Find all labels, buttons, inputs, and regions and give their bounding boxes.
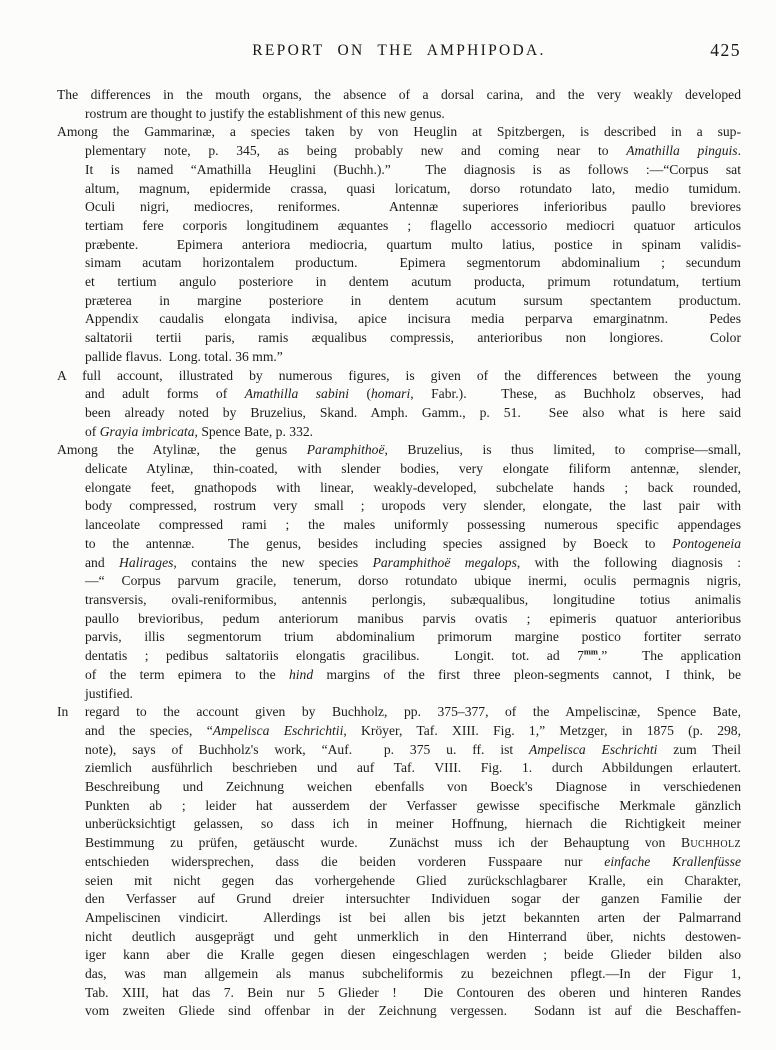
text-line: of Grayia imbricata, Spence Bate, p. 332.	[85, 423, 314, 439]
text-line: paullo brevioribus, pedum anteriorum manibus parvis ovatis ; epimeris quatuor anterioribus	[85, 610, 741, 626]
text-line: lanceolate compressed rami ; the males uniformly possessing numerous specific appendages	[85, 517, 741, 533]
page-number: 425	[710, 40, 741, 60]
text-line: tertiam fere corporis longitudinem æquantes ; flagello accessorio mediocri quatuor articulos	[85, 217, 741, 233]
text-line: nicht deutlich ausgeprägt und geht unmerklich in den Hinterrand über, nichts destowen-	[85, 928, 741, 944]
text-line: The differences in the mouth organs, the absence of a dorsal carina, and the very weakly developed	[57, 87, 741, 102]
text-line: plementary note, p. 345, as being probably new and coming near to Amathilla pinguis.	[85, 143, 741, 159]
paragraph	[57, 86, 741, 123]
text-line: Appendix caudalis elongata indivisa, apice incisura media perparva emarginatnm. Pedes	[85, 311, 741, 327]
text-line: It is named “Amathilla Heuglini (Buchh.).” The diagnosis is as follows :—“Corpus sat	[85, 161, 741, 177]
text-line: den Verfasser auf Grund dreier intersuchter Individuen sogar der ganzen Familie der	[85, 891, 741, 907]
text-line: Oculi nigri, mediocres, reniformes. Antennæ superiores inferioribus paullo breviores	[85, 199, 741, 215]
text-line: et tertium angulo posteriore in dentem acutum producta, primum rotundatum, tertium	[85, 274, 741, 290]
text-line: Bestimmung zu prüfen, getäuscht wurde. Zunächst muss ich der Behauptung von Buchholz	[85, 835, 741, 851]
text-line: dentatis ; pedibus saltatoriis elongatis gracilibus. Longit. tot. ad $7^{mm}$.” The application	[85, 646, 741, 664]
text-line: vom zweiten Gliede sind offenbar in der Zeichnung vergessen. Sodann ist auf die Beschaffen-	[85, 1003, 741, 1019]
text-line: body compressed, rostrum very small ; uropods very slender, elongate, the last pair with	[85, 498, 741, 514]
page-header	[57, 42, 741, 64]
text-line: and adult forms of Amathilla sabini (homari, Fabr.). These, as Buchholz observes, had	[85, 386, 741, 402]
paragraph	[57, 123, 741, 366]
text-line: and the species, “Ampelisca Eschrichtii, Kröyer, Taf. XIII. Fig. 1,” Metzger, in 1875 (p. 298,	[85, 722, 741, 738]
text-line: præbente. Epimera anteriora mediocria, quartum multo latius, postice in spinam validis-	[85, 236, 741, 252]
paragraph	[57, 367, 741, 442]
text-line: ziemlich ausführlich beschrieben und auf Taf. VIII. Fig. 1. durch Abbildungen erlautert.	[85, 760, 741, 776]
text-line: saltatorii tertii paris, ramis æqualibus compressis, anterioribus non longiores. Color	[85, 330, 741, 346]
text-line: note), says of Buchholz's work, “Auf. p. 375 u. ff. ist Ampelisca Eschrichti zum Theil	[85, 741, 741, 757]
text-line: rostrum are thought to justify the establishment of this new genus.	[85, 105, 445, 121]
text-line: elongate feet, gnathopods with linear, weakly-developed, subchelate hands ; back rounded,	[85, 479, 741, 495]
running-head-title: REPORT ON THE AMPHIPODA.	[252, 42, 546, 59]
text-line: iger kann aber die Kralle gegen diesen eingeschlagen werden ; beide Glieder bilden also	[85, 947, 741, 963]
text-line: of the term epimera to the hind margins of the first three pleon-segments cannot, I think, be	[85, 666, 741, 682]
text-line: das, was man allgemein als manus subcheliformis zu bezeichnen pflegt.—In der Figur 1,	[85, 966, 741, 982]
text-line: Punkten ab ; leider hat ausserdem der Verfasser gewisse specifische Merkmale gänzlich	[85, 797, 741, 813]
text-line: —“ Corpus parvum gracile, tenerum, dorso rotundato ubique inermi, oculis permagnis nigris,	[85, 573, 741, 589]
text-line: and Halirages, contains the new species Paramphithoë megalops, with the following diagnosis :	[85, 554, 741, 570]
text-line: unberücksichtigt gelassen, so dass ich in meiner Hoffnung, hiernach die Richtigkeit meiner	[85, 816, 741, 832]
text-line: to the antennæ. The genus, besides including species assigned by Boeck to Pontogeneia	[85, 535, 741, 551]
text-line: transversis, ovali-reniformibus, antennis perlongis, subæqualibus, longitudine totius animalis	[85, 591, 741, 607]
text-line: seien mit nicht gegen das vorhergehende Glied zurückschlagbarer Kralle, ein Charakter,	[85, 872, 741, 888]
page-body	[57, 86, 741, 1021]
paragraph	[57, 703, 741, 1021]
text-line: Ampeliscinen vindicirt. Allerdings ist bei allen bis jetzt bekannten arten der Palmarrand	[85, 909, 741, 925]
text-line: delicate Atylinæ, thin-coated, with slender bodies, very elongate filiform antennæ, slender,	[85, 461, 741, 477]
text-line: been already noted by Bruzelius, Skand. Amph. Gamm., p. 51. See also what is here said	[85, 404, 741, 420]
text-line: A full account, illustrated by numerous figures, is given of the differences between the young	[57, 367, 741, 383]
text-line: Among the Atylinæ, the genus Paramphithoë, Bruzelius, is thus limited, to comprise—small,	[57, 442, 741, 458]
text-line: Tab. XIII, hat das 7. Bein nur 5 Glieder ! Die Contouren des oberen und hinteren Randes	[85, 984, 741, 1000]
text-line: parvis, illis segmentorum trium abdominalium primorum margine postico fortiter serrato	[85, 629, 741, 645]
text-line: justified.	[85, 685, 133, 701]
text-line: præterea in margine posteriore in dentem acutum sursum spectantem productum.	[85, 292, 741, 308]
text-line: altum, magnum, epidermide crassa, quasi loricatum, dorso rotundato lato, medio tumidum.	[85, 180, 741, 196]
text-line: simam acutam horizontalem productum. Epimera segmentorum abdominalium ; secundum	[85, 255, 741, 271]
text-line: In regard to the account given by Buchholz, pp. 375–377, of the Ampeliscinæ, Spence Bate,	[57, 704, 741, 720]
paragraph	[57, 441, 741, 703]
text-line: Among the Gammarinæ, a species taken by von Heuglin at Spitzbergen, is described in a sup-	[57, 124, 741, 140]
text-line: pallide flavus. Long. total. 36 mm.”	[85, 348, 283, 364]
text-line: Beschreibung und Zeichnung weichen ebenfalls von Boeck's Diagnose in verschiedenen	[85, 779, 741, 795]
text-line: entschieden widersprechen, dass die beiden vorderen Fusspaare nur einfache Krallenfüsse	[85, 853, 741, 869]
